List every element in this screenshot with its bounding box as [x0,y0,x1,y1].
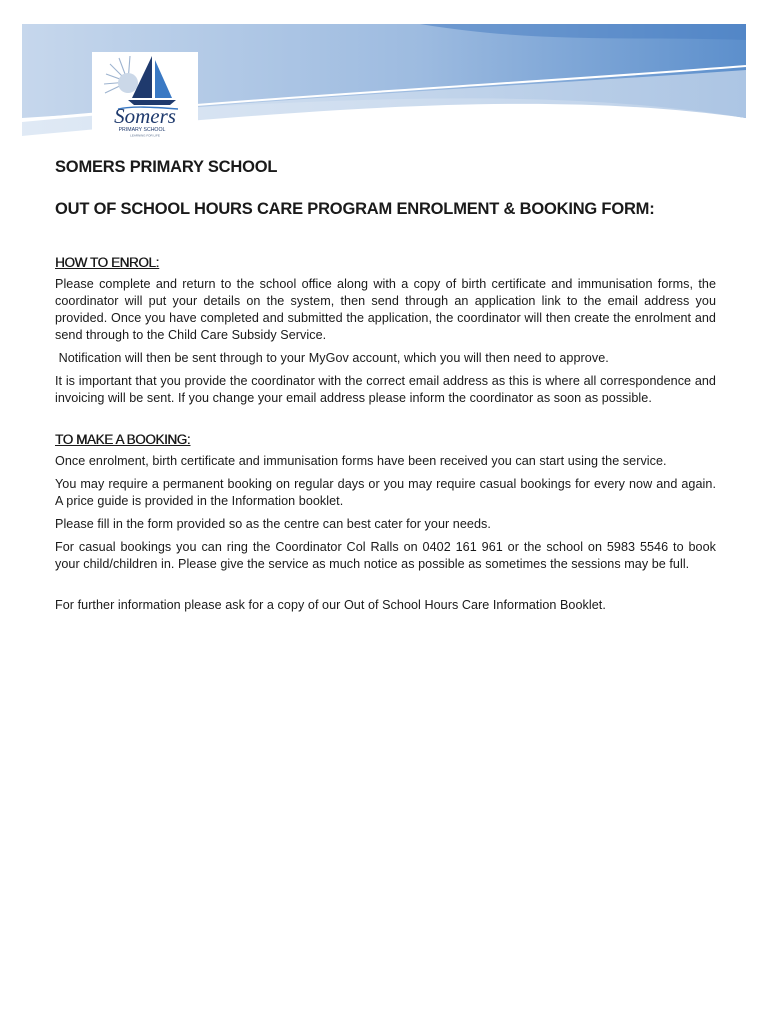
enrol-paragraph: Please complete and return to the school office along with a copy of birth certificate and immunisation forms, the coordinator will put your details on the system, then send through an application link to the email address you provided. Once you have completed and submitted the application, the coordinator will then create the enrolment and send through to the Child Care Subsidy Service. [55,277,716,342]
logo-subtitle: PRIMARY SCHOOL [118,127,166,133]
form-title-heading: OUT OF SCHOOL HOURS CARE PROGRAM ENROLMENT & BOOKING FORM: [55,200,655,218]
logo-tagline: LEARNING FOR LIFE [130,133,160,138]
sailboat-sun-icon [92,52,198,138]
school-name-heading: SOMERS PRIMARY SCHOOL [55,158,278,176]
booking-paragraph: You may require a permanent booking on regular days or you may require casual bookings for every now and again. A price guide is provided in the Information booklet. [55,477,716,508]
booking-paragraph: Once enrolment, birth certificate and immunisation forms have been received you can start using the service. [55,454,667,468]
booking-paragraph: For casual bookings you can ring the Coordinator Col Ralls on 0402 161 961 or the school on 5983 5546 to book your child/children in. Please give the service as much notice as possible as sometimes the sessions may be full. [55,540,716,571]
how-to-enrol-heading: HOW TO ENROL: [55,255,159,270]
enrol-paragraph: It is important that you provide the coordinator with the correct email address as this is where all correspondence and invoicing will be sent. If you change your email address please inform the coordinator as soon as possible. [55,374,716,405]
school-logo [92,52,198,138]
booking-paragraph: Please fill in the form provided so as the centre can best cater for your needs. [55,517,491,531]
document-body [55,156,716,620]
closing-note: For further information please ask for a copy of our Out of School Hours Care Information Booklet. [55,598,606,612]
enrol-paragraph: Notification will then be sent through to your MyGov account, which you will then need to approve. [55,351,609,365]
logo-wordmark: Somers [114,104,176,128]
make-booking-heading: TO MAKE A BOOKING: [55,432,191,447]
